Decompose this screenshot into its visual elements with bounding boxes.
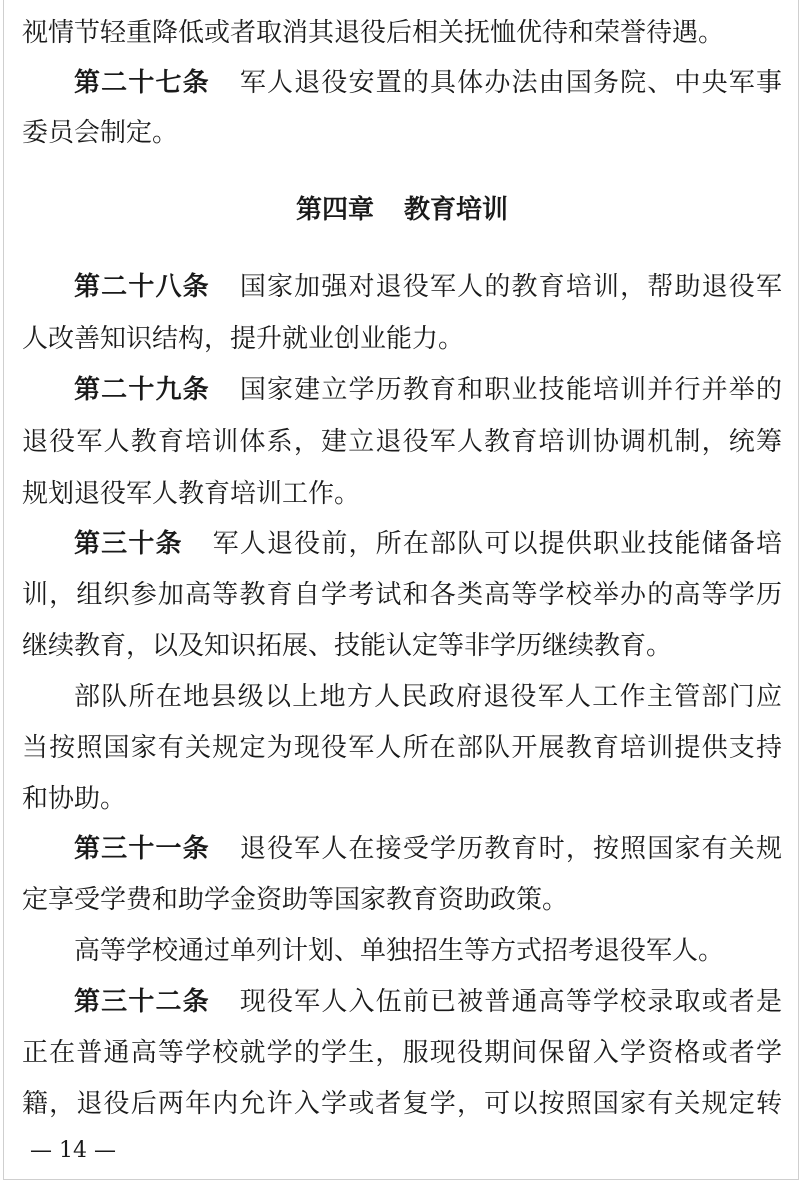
text-line: 视情节轻重降低或者取消其退役后相关抚恤优待和荣誉待遇。 (22, 18, 725, 48)
article-30-label: 第三十条 (74, 529, 183, 559)
text-line: 和协助。 (22, 784, 127, 814)
article-27-label: 第二十七条 (74, 68, 210, 98)
article-29-line-1 (22, 373, 782, 407)
text-line: 高等学校通过单列计划、单独招生等方式招考退役军人。 (74, 936, 725, 966)
text-line: 定享受学费和助学金资助等国家教育资助政策。 (22, 885, 569, 915)
text-line: 籍，退役后两年内允许入学或者复学，可以按照国家有关规定转 (22, 1089, 782, 1119)
article-30-line-1 (22, 527, 782, 561)
article-29-label: 第二十九条 (74, 375, 210, 405)
article-28-line-1 (22, 270, 782, 304)
text-line: 规划退役军人教育培训工作。 (22, 479, 361, 509)
text-line: 当按照国家有关规定为现役军人所在部队开展教育培训提供支持 (22, 733, 782, 763)
text-line: 委员会制定。 (22, 118, 179, 148)
article-31-label: 第三十一条 (74, 834, 210, 864)
text-line: 正在普通高等学校就学的学生，服现役期间保留入学资格或者学 (22, 1038, 782, 1068)
article-28-text: 国家加强对退役军人的教育培训，帮助退役军 (239, 272, 782, 302)
text-line: 继续教育，以及知识拓展、技能认定等非学历继续教育。 (22, 631, 673, 661)
chapter-title: 教育培训 (404, 195, 509, 225)
chapter-heading (0, 193, 804, 227)
page-number: — 14 — (30, 1138, 116, 1163)
article-32-text: 现役军人入伍前已被普通高等学校录取或者是 (239, 987, 782, 1017)
article-27-text: 军人退役安置的具体办法由国务院、中央军事 (239, 68, 782, 98)
article-31-line-1 (22, 832, 782, 866)
text-line: 人改善知识结构，提升就业创业能力。 (22, 324, 465, 354)
article-32-line-1 (22, 985, 782, 1019)
article-29-text: 国家建立学历教育和职业技能培训并行并举的 (239, 375, 782, 405)
text-line: 训，组织参加高等教育自学考试和各类高等学校举办的高等学历 (22, 580, 782, 610)
chapter-number: 第四章 (295, 195, 374, 225)
article-28-label: 第二十八条 (74, 272, 210, 302)
article-31-text: 退役军人在接受学历教育时，按照国家有关规 (239, 834, 782, 864)
text-line: 退役军人教育培训体系，建立退役军人教育培训协调机制，统筹 (22, 427, 782, 457)
article-32-label: 第三十二条 (74, 987, 210, 1017)
article-30-text: 军人退役前，所在部队可以提供职业技能储备培 (212, 529, 782, 559)
text-line: 部队所在地县级以上地方人民政府退役军人工作主管部门应 (74, 682, 782, 712)
article-27-line-1 (22, 66, 782, 100)
